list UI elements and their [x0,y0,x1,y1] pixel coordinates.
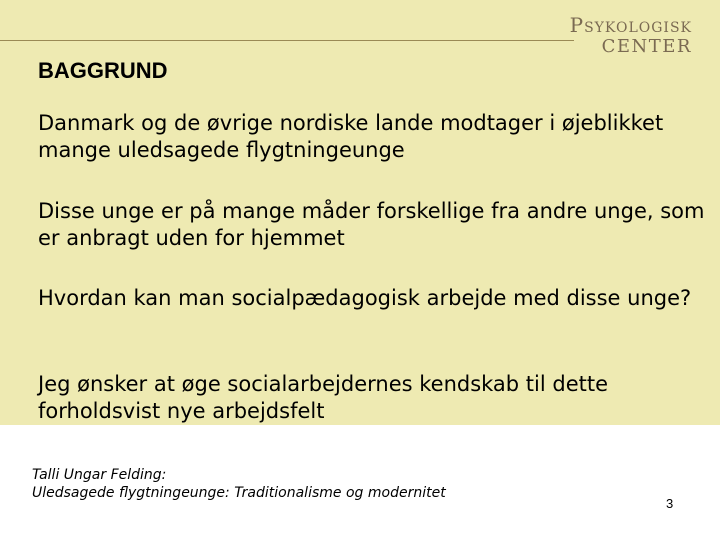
footer-citation [32,466,446,502]
psykologisk-center-logo [556,14,692,58]
footer-title: Uledsagede flygtningeunge: Traditionalisme og modernitet [32,485,446,501]
page-number: 3 [666,496,674,511]
header-divider [0,40,574,41]
slide-heading: BAGGRUND [38,58,168,83]
bullet-paragraph-2: Disse unge er på mange måder forskellige fra andre unge, som er anbragt uden for hjemmet [38,199,705,250]
bullet-paragraph-4: Jeg ønsker at øge socialarbejdernes kendskab til dette forholdsvist nye arbejdsfelt [38,372,609,423]
logo-line-2: CENTER [601,36,692,57]
bullet-paragraph-1: Danmark og de øvrige nordiske lande modtager i øjeblikket mange uledsagede flygtningeunge [38,111,664,162]
logo-line-1: Psykologisk [569,13,692,37]
bullet-paragraph-3: Hvordan kan man socialpædagogisk arbejde med disse unge? [38,286,692,310]
footer-author: Talli Ungar Felding: [32,467,167,483]
